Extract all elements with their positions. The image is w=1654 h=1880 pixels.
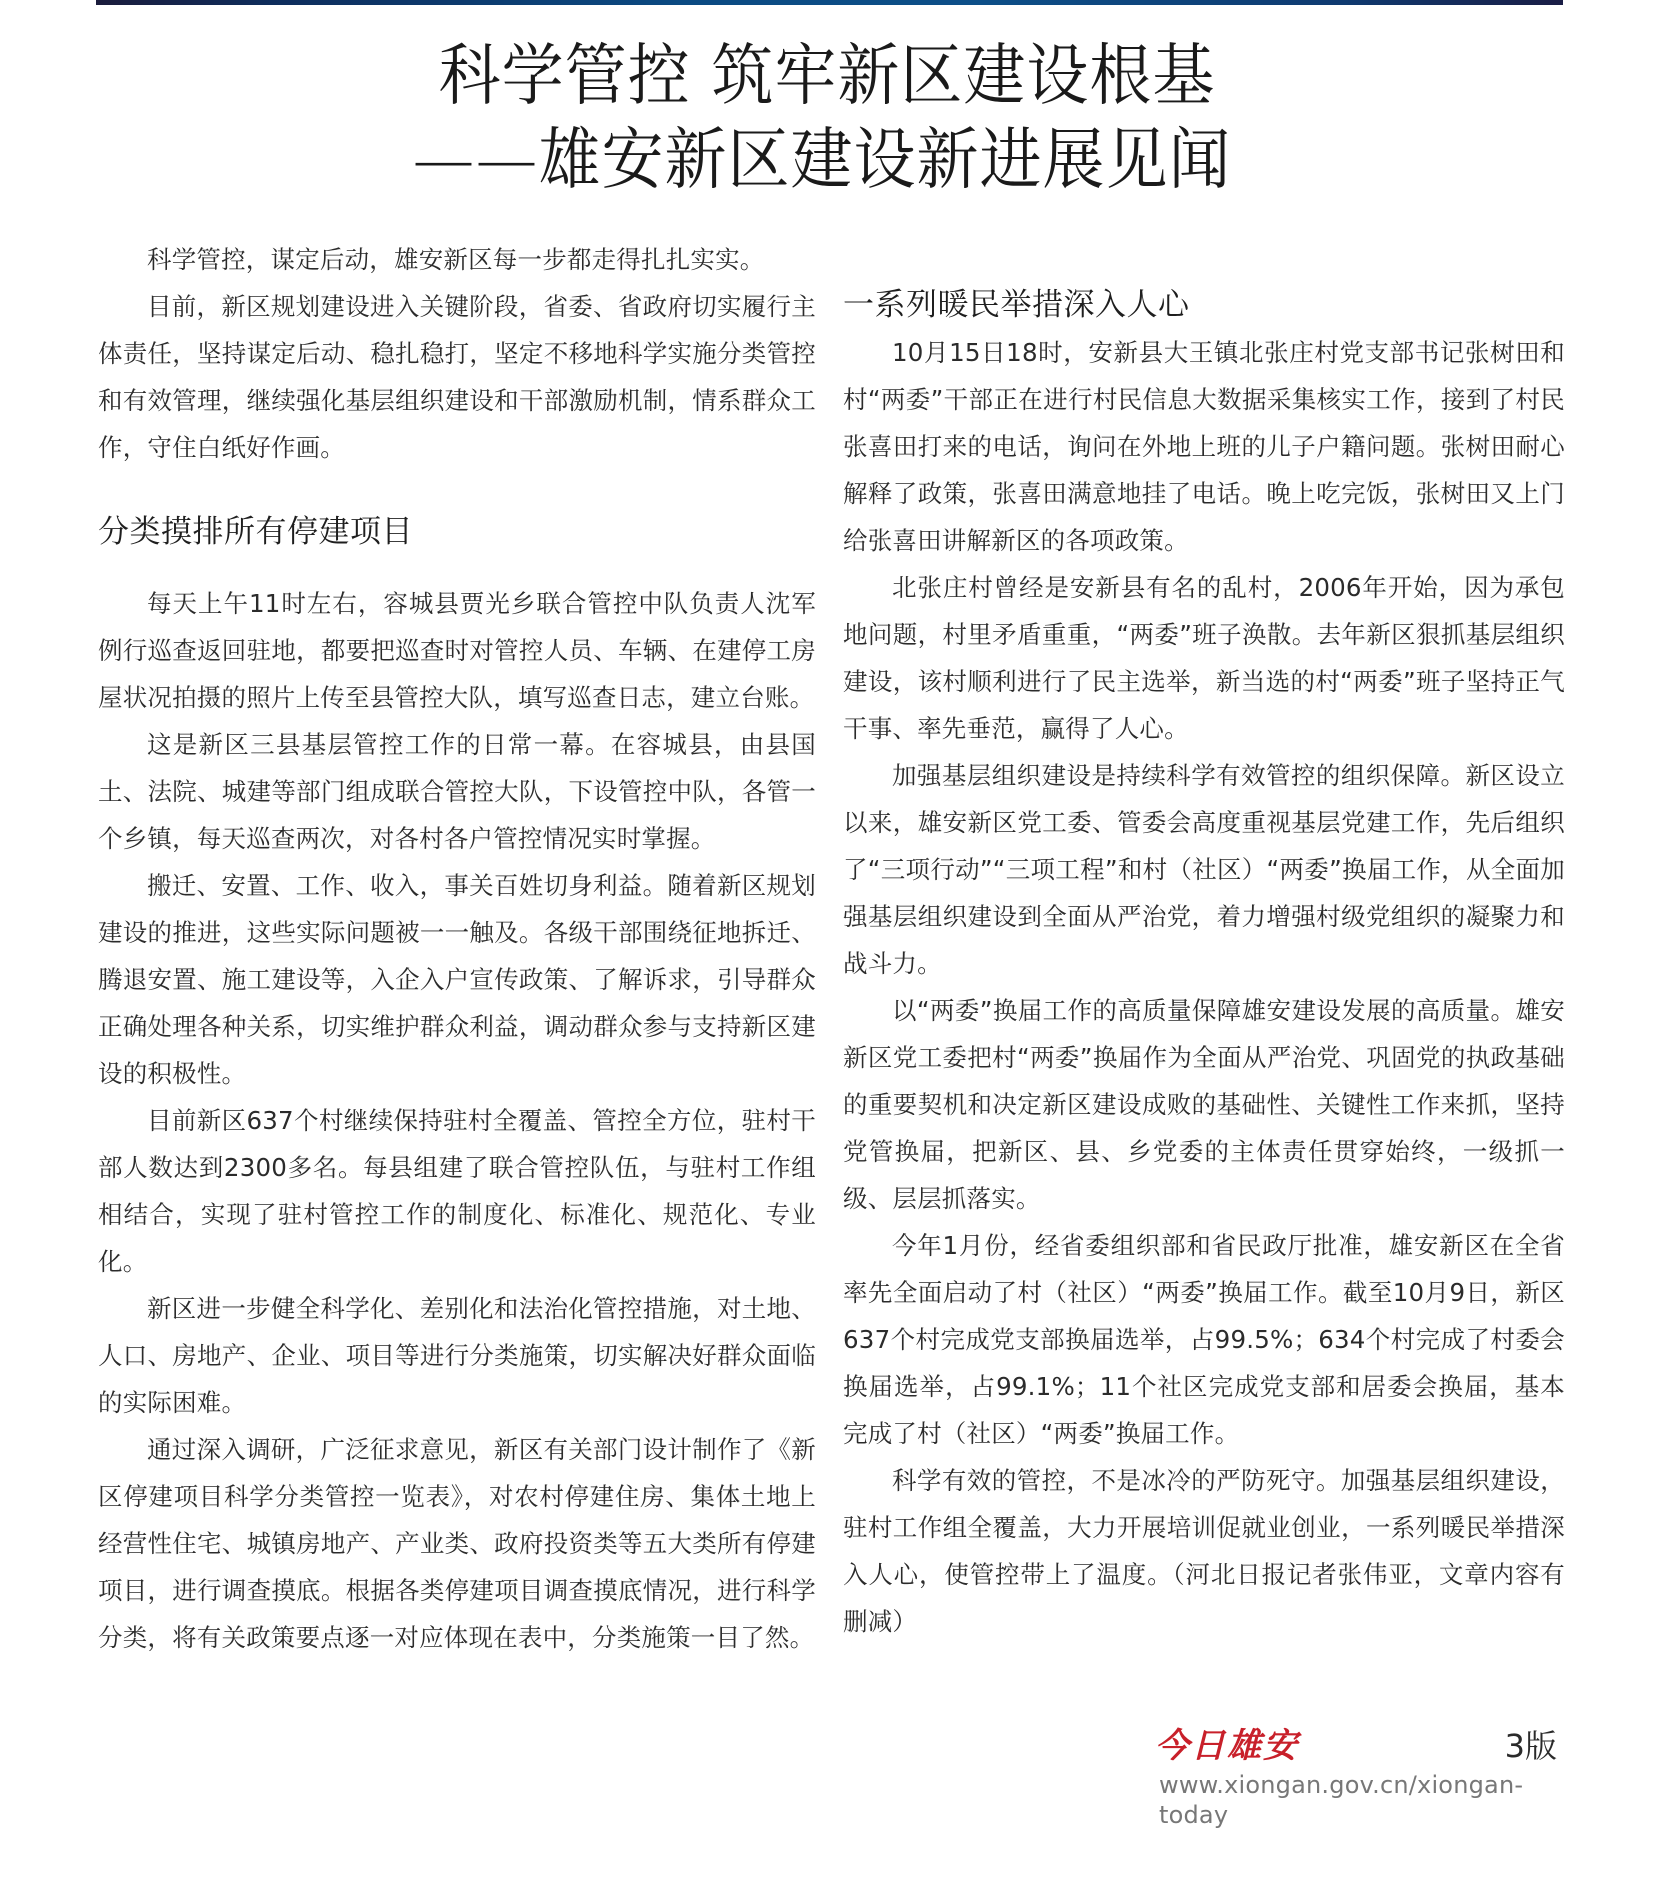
- left-column: [98, 236, 816, 1661]
- article-subtitle: ——雄安新区建设新进展见闻: [412, 120, 1232, 199]
- body-paragraph: 这是新区三县基层管控工作的日常一幕。在容城县，由县国土、法院、城建等部门组成联合管控大队，下设管控中队，各管一个乡镇，每天巡查两次，对各村各户管控情况实时掌握。: [98, 730, 816, 853]
- body-paragraph: 以“两委”换届工作的高质量保障雄安建设发展的高质量。雄安新区党工委把村“两委”换届作为全面从严治党、巩固党的执政基础的重要契机和决定新区建设成败的基础性、关键性工作来抓，坚持党管换届，把新区、县、乡党委的主体责任贯穿始终，一级抓一级、层层抓落实。: [843, 996, 1565, 1213]
- section-heading-warm-measures: 一系列暖民举措深入人心: [843, 287, 1190, 323]
- article-title-block: [0, 36, 1654, 200]
- intro-paragraph: 目前，新区规划建设进入关键阶段，省委、省政府切实履行主体责任，坚持谋定后动、稳扎稳打，坚定不移地科学实施分类管控和有效管理，继续强化基层组织建设和干部激励机制，情系群众工作，守住白纸好作画。: [98, 292, 816, 462]
- body-paragraph: 10月15日18时，安新县大王镇北张庄村党支部书记张树田和村“两委”干部正在进行村民信息大数据采集核实工作，接到了村民张喜田打来的电话，询问在外地上班的儿子户籍问题。张树田耐心解释了政策，张喜田满意地挂了电话。晚上吃完饭，张树田又上门给张喜田讲解新区的各项政策。: [843, 338, 1565, 555]
- body-paragraph: 科学有效的管控，不是冰冷的严防死守。加强基层组织建设，驻村工作组全覆盖，大力开展培训促就业创业，一系列暖民举措深入人心，使管控带上了温度。（河北日报记者张伟亚，文章内容有删减）: [843, 1466, 1565, 1636]
- body-paragraph: 目前新区637个村继续保持驻村全覆盖、管控全方位，驻村干部人数达到2300多名。每县组建了联合管控队伍，与驻村工作组相结合，实现了驻村管控工作的制度化、标准化、规范化、专业化。: [98, 1106, 816, 1276]
- article-title: 科学管控 筑牢新区建设根基: [438, 36, 1216, 115]
- footer-url: www.xiongan.gov.cn/xiongan-today: [1159, 1771, 1524, 1829]
- body-paragraph: 加强基层组织建设是持续科学有效管控的组织保障。新区设立以来，雄安新区党工委、管委会高度重视基层党建工作，先后组织了“三项行动”“三项工程”和村（社区）“两委”换届工作，从全面加强基层组织建设到全面从严治党，着力增强村级党组织的凝聚力和战斗力。: [843, 761, 1565, 978]
- intro-paragraph: 科学管控，谋定后动，雄安新区每一步都走得扎扎实实。: [147, 245, 765, 274]
- xiongan-today-logo: 今日雄安: [1155, 1726, 1299, 1766]
- section-heading-survey-projects: 分类摸排所有停建项目: [98, 514, 413, 550]
- body-paragraph: 通过深入调研，广泛征求意见，新区有关部门设计制作了《新区停建项目科学分类管控一览表》，对农村停建住房、集体土地上经营性住宅、城镇房地产、产业类、政府投资类等五大类所有停建项目，进行调查摸底。根据各类停建项目调查摸底情况，进行科学分类，将有关政策要点逐一对应体现在表中，分类施策一目了然。: [98, 1435, 816, 1652]
- page-footer: [1155, 1726, 1565, 1829]
- body-paragraph: 新区进一步健全科学化、差别化和法治化管控措施，对土地、人口、房地产、企业、项目等进行分类施策，切实解决好群众面临的实际困难。: [98, 1294, 816, 1417]
- body-paragraph: 每天上午11时左右，容城县贾光乡联合管控中队负责人沈军例行巡查返回驻地，都要把巡查时对管控人员、车辆、在建停工房屋状况拍摄的照片上传至县管控大队，填写巡查日志，建立台账。: [98, 589, 816, 712]
- page-number: 3版: [1504, 1727, 1557, 1765]
- right-column: [843, 238, 1565, 1645]
- body-paragraph: 今年1月份，经省委组织部和省民政厅批准，雄安新区在全省率先全面启动了村（社区）“两委”换届工作。截至10月9日，新区637个村完成党支部换届选举，占99.5%；634个村完成了村委会换届选举，占99.1%；11个社区完成党支部和居委会换届，基本完成了村（社区）“两委”换届工作。: [843, 1231, 1565, 1448]
- body-paragraph: 北张庄村曾经是安新县有名的乱村，2006年开始，因为承包地问题，村里矛盾重重，“两委”班子涣散。去年新区狠抓基层组织建设，该村顺利进行了民主选举，新当选的村“两委”班子坚持正气干事、率先垂范，赢得了人心。: [843, 573, 1565, 743]
- top-banner-bar: [96, 0, 1563, 5]
- body-paragraph: 搬迁、安置、工作、收入，事关百姓切身利益。随着新区规划建设的推进，这些实际问题被一一触及。各级干部围绕征地拆迁、腾退安置、施工建设等，入企入户宣传政策、了解诉求，引导群众正确处理各种关系，切实维护群众利益，调动群众参与支持新区建设的积极性。: [98, 871, 816, 1088]
